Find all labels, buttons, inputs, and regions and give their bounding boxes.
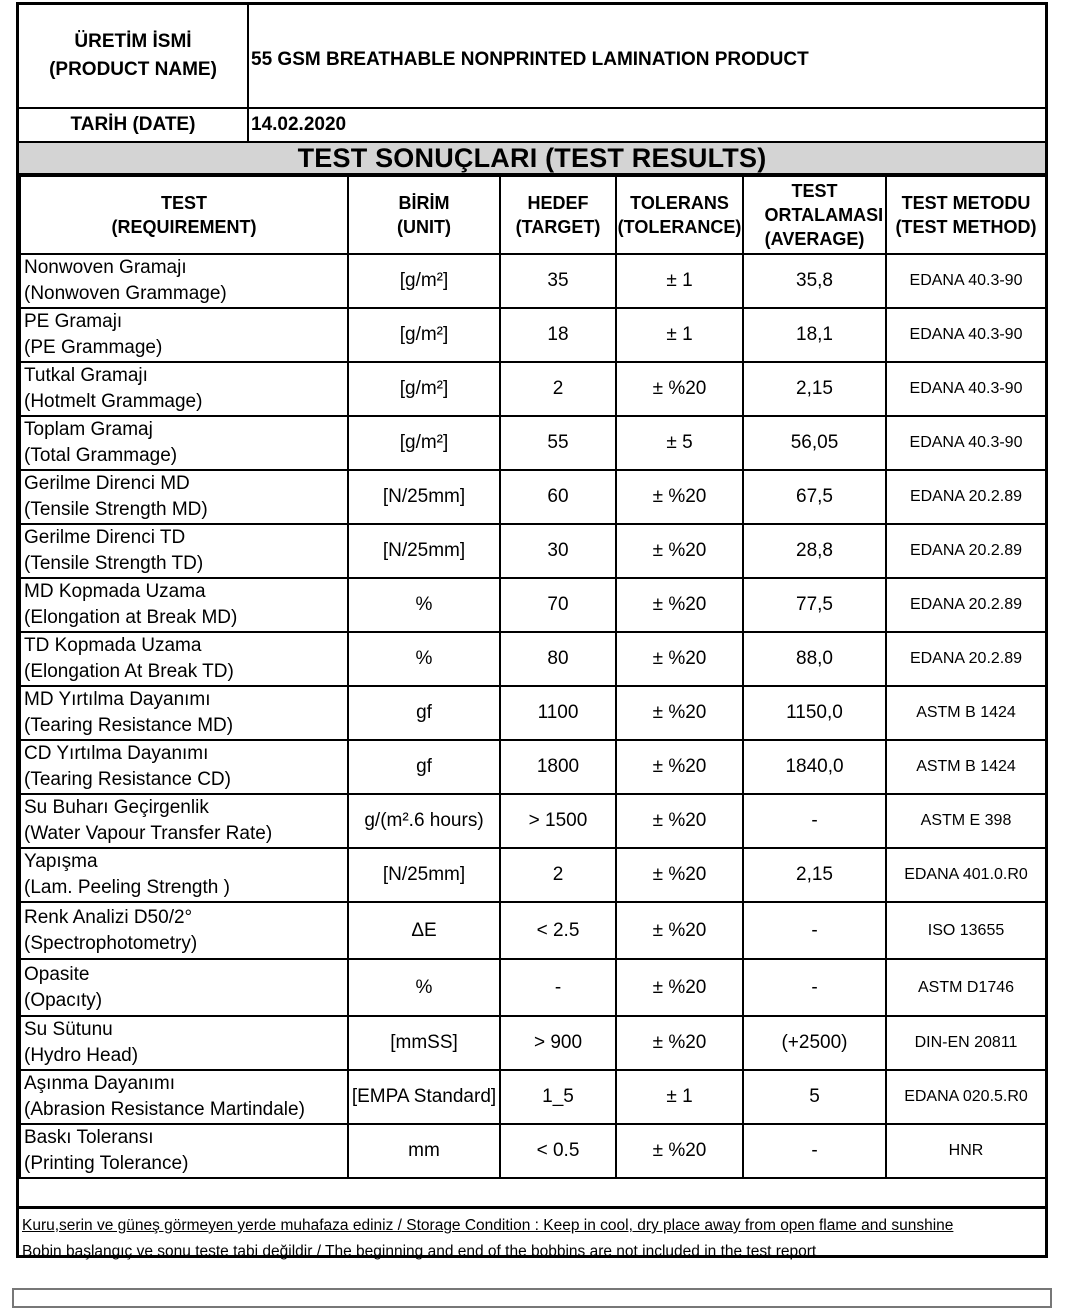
date-value: 14.02.2020 — [251, 114, 347, 135]
cell-target: - — [500, 959, 616, 1016]
table-row — [20, 362, 1046, 416]
table-row — [20, 686, 1046, 740]
cell-requirement: Su Buharı Geçirgenlik (Water Vapour Transfer Rate) — [20, 794, 348, 848]
cell-method: HNR — [886, 1124, 1046, 1178]
cell-average: 56,05 — [743, 416, 886, 470]
cell-average: 18,1 — [743, 308, 886, 362]
cell-requirement: MD Kopmada Uzama (Elongation at Break MD) — [20, 578, 348, 632]
cell-unit: gf — [348, 686, 500, 740]
cell-requirement: Baskı Toleransı (Printing Tolerance) — [20, 1124, 348, 1178]
col-header-average: TEST ORTALAMASI (AVERAGE) — [743, 176, 886, 254]
table-row — [20, 416, 1046, 470]
cell-target: 1100 — [500, 686, 616, 740]
results-title: TEST SONUÇLARI (TEST RESULTS) — [19, 143, 1045, 175]
cell-method: EDANA 40.3-90 — [886, 254, 1046, 308]
table-row — [20, 470, 1046, 524]
cell-average: 67,5 — [743, 470, 886, 524]
col-header-requirement: TEST (REQUIREMENT) — [20, 176, 348, 254]
cell-requirement: Tutkal Gramajı (Hotmelt Grammage) — [20, 362, 348, 416]
cell-tolerance: ± %20 — [616, 959, 743, 1016]
cell-average: - — [743, 1124, 886, 1178]
footer-notes — [19, 1206, 1045, 1258]
col-header-target: HEDEF (TARGET) — [500, 176, 616, 254]
cell-average: 88,0 — [743, 632, 886, 686]
cell-unit: % — [348, 632, 500, 686]
cell-tolerance: ± %20 — [616, 902, 743, 959]
cell-unit: [g/m²] — [348, 308, 500, 362]
cell-average: 77,5 — [743, 578, 886, 632]
cell-target: 1_5 — [500, 1070, 616, 1124]
table-row — [20, 632, 1046, 686]
cell-tolerance: ± 1 — [616, 254, 743, 308]
cell-average: 2,15 — [743, 848, 886, 902]
storage-note: Kuru,serin ve güneş görmeyen yerde muhafaza ediniz / Storage Condition : Keep in cool, dry place away from open flame and sunshine — [22, 1217, 954, 1234]
product-label-tr: ÜRETİM İSMİ — [74, 31, 192, 52]
cell-method: ASTM B 1424 — [886, 686, 1046, 740]
cell-target: 80 — [500, 632, 616, 686]
table-row — [20, 794, 1046, 848]
cell-average: 28,8 — [743, 524, 886, 578]
table-row — [20, 740, 1046, 794]
cell-tolerance: ± %20 — [616, 1016, 743, 1070]
cell-method: ASTM E 398 — [886, 794, 1046, 848]
cell-average: 1150,0 — [743, 686, 886, 740]
cell-unit: g/(m².6 hours) — [348, 794, 500, 848]
cell-tolerance: ± %20 — [616, 848, 743, 902]
cell-method: ASTM B 1424 — [886, 740, 1046, 794]
table-row — [20, 254, 1046, 308]
cell-method: EDANA 020.5.R0 — [886, 1070, 1046, 1124]
cell-method: EDANA 20.2.89 — [886, 470, 1046, 524]
cell-unit: % — [348, 578, 500, 632]
cell-target: 2 — [500, 362, 616, 416]
cell-target: 60 — [500, 470, 616, 524]
cell-unit: [g/m²] — [348, 416, 500, 470]
cell-target: 2 — [500, 848, 616, 902]
table-row — [20, 524, 1046, 578]
table-row — [20, 848, 1046, 902]
cell-tolerance: ± 1 — [616, 308, 743, 362]
cell-method: EDANA 20.2.89 — [886, 524, 1046, 578]
cell-requirement: Toplam Gramaj (Total Grammage) — [20, 416, 348, 470]
table-row — [20, 902, 1046, 959]
cell-requirement: PE Gramajı (PE Grammage) — [20, 308, 348, 362]
test-report-sheet — [16, 2, 1048, 1258]
cell-tolerance: ± 1 — [616, 1070, 743, 1124]
table-row — [20, 1124, 1046, 1178]
cell-method: DIN-EN 20811 — [886, 1016, 1046, 1070]
cell-tolerance: ± %20 — [616, 362, 743, 416]
cell-tolerance: ± 5 — [616, 416, 743, 470]
cell-method: EDANA 20.2.89 — [886, 632, 1046, 686]
cell-requirement: MD Yırtılma Dayanımı (Tearing Resistance MD) — [20, 686, 348, 740]
cell-average: 2,15 — [743, 362, 886, 416]
cell-unit: [N/25mm] — [348, 470, 500, 524]
cell-unit: gf — [348, 740, 500, 794]
cell-target: 35 — [500, 254, 616, 308]
cell-method: EDANA 40.3-90 — [886, 362, 1046, 416]
cell-average: - — [743, 902, 886, 959]
col-header-method: TEST METODU (TEST METHOD) — [886, 176, 1046, 254]
col-header-unit: BİRİM (UNIT) — [348, 176, 500, 254]
cell-average: - — [743, 959, 886, 1016]
cell-tolerance: ± %20 — [616, 470, 743, 524]
cell-method: EDANA 401.0.R0 — [886, 848, 1046, 902]
lower-frame — [12, 1288, 1052, 1308]
cell-target: 70 — [500, 578, 616, 632]
table-row — [20, 959, 1046, 1016]
table-row — [20, 578, 1046, 632]
table-row — [20, 1016, 1046, 1070]
cell-requirement: Yapışma (Lam. Peeling Strength ) — [20, 848, 348, 902]
cell-requirement: TD Kopmada Uzama (Elongation At Break TD) — [20, 632, 348, 686]
cell-target: > 1500 — [500, 794, 616, 848]
product-name-label — [19, 5, 249, 107]
cell-requirement: Opasite (Opacıty) — [20, 959, 348, 1016]
cell-tolerance: ± %20 — [616, 524, 743, 578]
cell-tolerance: ± %20 — [616, 632, 743, 686]
results-header-row — [20, 176, 1046, 254]
cell-average: - — [743, 794, 886, 848]
cell-requirement: Nonwoven Gramajı (Nonwoven Grammage) — [20, 254, 348, 308]
cell-method: EDANA 20.2.89 — [886, 578, 1046, 632]
cell-average: 5 — [743, 1070, 886, 1124]
cell-tolerance: ± %20 — [616, 1124, 743, 1178]
cell-target: > 900 — [500, 1016, 616, 1070]
product-label-en: (PRODUCT NAME) — [49, 59, 217, 80]
col-header-tolerance: TOLERANS (TOLERANCE) — [616, 176, 743, 254]
date-row — [19, 109, 1045, 143]
cell-requirement: Aşınma Dayanımı (Abrasion Resistance Martindale) — [20, 1070, 348, 1124]
cell-unit: [N/25mm] — [348, 848, 500, 902]
cell-unit: [mmSS] — [348, 1016, 500, 1070]
product-name-row — [19, 5, 1045, 109]
cell-tolerance: ± %20 — [616, 794, 743, 848]
cell-unit: [g/m²] — [348, 362, 500, 416]
cell-requirement: Renk Analizi D50/2° (Spectrophotometry) — [20, 902, 348, 959]
cell-average: 35,8 — [743, 254, 886, 308]
cell-target: 1800 — [500, 740, 616, 794]
cell-tolerance: ± %20 — [616, 578, 743, 632]
cell-average: 1840,0 — [743, 740, 886, 794]
date-label-text: TARİH (DATE) — [70, 114, 196, 135]
cell-target: 18 — [500, 308, 616, 362]
date-label — [19, 109, 249, 141]
cell-unit: % — [348, 959, 500, 1016]
table-row — [20, 1070, 1046, 1124]
cell-requirement: Gerilme Direnci TD (Tensile Strength TD) — [20, 524, 348, 578]
cell-unit: mm — [348, 1124, 500, 1178]
cell-requirement: CD Yırtılma Dayanımı (Tearing Resistance CD) — [20, 740, 348, 794]
product-name-value: 55 GSM BREATHABLE NONPRINTED LAMINATION PRODUCT — [251, 49, 809, 70]
cell-target: 30 — [500, 524, 616, 578]
cell-target: < 0.5 — [500, 1124, 616, 1178]
cell-unit: [N/25mm] — [348, 524, 500, 578]
cell-average: (+2500) — [743, 1016, 886, 1070]
cell-tolerance: ± %20 — [616, 740, 743, 794]
cell-requirement: Gerilme Direnci MD (Tensile Strength MD) — [20, 470, 348, 524]
cell-requirement: Su Sütunu (Hydro Head) — [20, 1016, 348, 1070]
cell-method: ISO 13655 — [886, 902, 1046, 959]
cell-unit: [g/m²] — [348, 254, 500, 308]
cell-tolerance: ± %20 — [616, 686, 743, 740]
cell-unit: [EMPA Standard] — [348, 1070, 500, 1124]
cell-method: EDANA 40.3-90 — [886, 308, 1046, 362]
cell-target: 55 — [500, 416, 616, 470]
table-row — [20, 308, 1046, 362]
results-table — [19, 175, 1047, 1179]
cell-method: ASTM D1746 — [886, 959, 1046, 1016]
cell-target: < 2.5 — [500, 902, 616, 959]
cell-method: EDANA 40.3-90 — [886, 416, 1046, 470]
cell-unit: ΔE — [348, 902, 500, 959]
bobbins-note: Bobin başlangıç ve sonu teste tabi değildir / The beginning and end of the bobbins are not included in the test report — [22, 1243, 817, 1260]
